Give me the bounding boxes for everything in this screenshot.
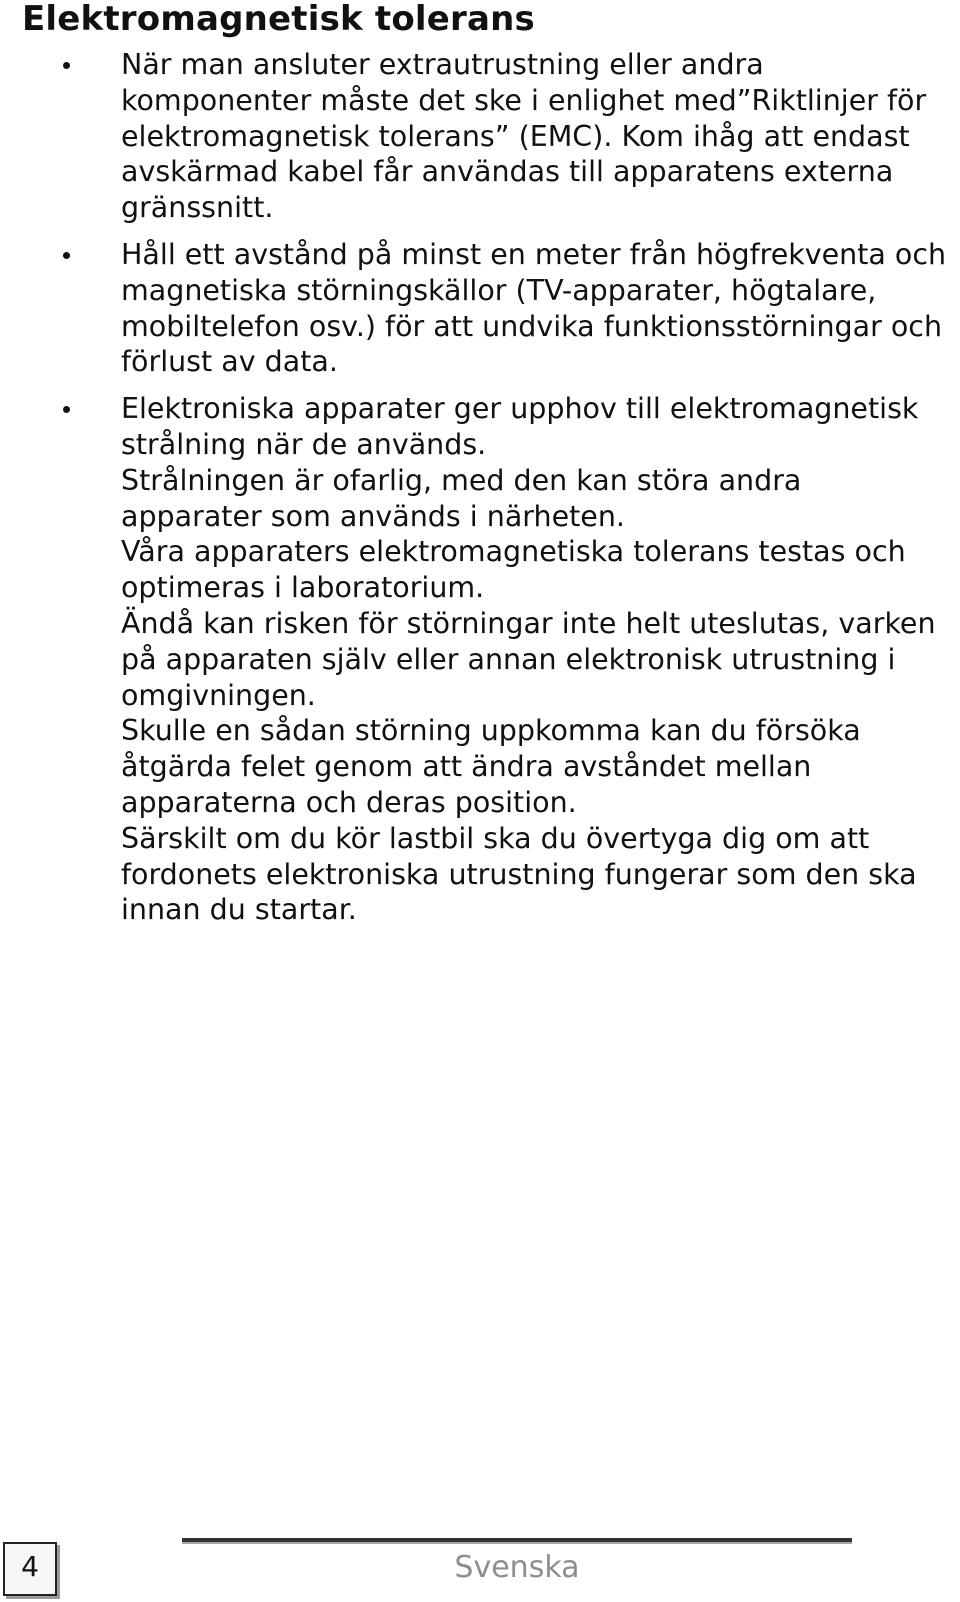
- paragraph: När man ansluter extrautrustning eller andra komponenter måste det ske i enlighet med”Riktlinjer för elektromagnetisk tolerans” (EMC). Kom ihåg att endast avskärmad kabel får användas till apparatens externa gränssnitt.: [121, 48, 927, 225]
- list-item-text: [121, 237, 950, 380]
- list-item: [0, 47, 960, 226]
- page-number: 4: [3, 1542, 57, 1596]
- page-title: Elektromagnetisk tolerans: [22, 0, 535, 39]
- bullet-dot-icon: [63, 406, 70, 413]
- list-item-text: [121, 391, 950, 928]
- footer-language: Svenska: [454, 1550, 580, 1585]
- paragraph: Håll ett avstånd på minst en meter från högfrekventa och magnetiska störningskällor (TV-apparater, högtalare, mobiltelefon osv.) för att undvika funktionsstörningar och förlust av data.: [121, 237, 947, 379]
- paragraph: Elektroniska apparater ger upphov till elektromagnetisk strålning när de används.: [121, 392, 919, 461]
- bullet-dot-icon: [63, 252, 70, 259]
- list-item-text: [121, 47, 950, 226]
- paragraph: Våra apparaters elektromagnetiska tolerans testas och optimeras i laboratorium.: [121, 535, 906, 605]
- paragraph: Strålningen är ofarlig, med den kan störa andra apparater som används i närheten.: [121, 463, 802, 533]
- list-item: [0, 237, 960, 380]
- list-item: [0, 391, 960, 928]
- paragraph: Ändå kan risken för störningar inte helt uteslutas, varken på apparaten själv eller annan elektronisk utrustning i omgivningen.: [121, 606, 936, 712]
- bullet-list: [0, 47, 960, 939]
- paragraph: Skulle en sådan störning uppkomma kan du försöka åtgärda felet genom att ändra avståndet mellan apparaterna och deras position.: [121, 714, 861, 819]
- paragraph: Särskilt om du kör lastbil ska du övertyga dig om att fordonets elektroniska utrustning fungerar som den ska innan du startar.: [121, 821, 917, 927]
- footer-divider: [182, 1538, 852, 1542]
- bullet-dot-icon: [63, 62, 70, 69]
